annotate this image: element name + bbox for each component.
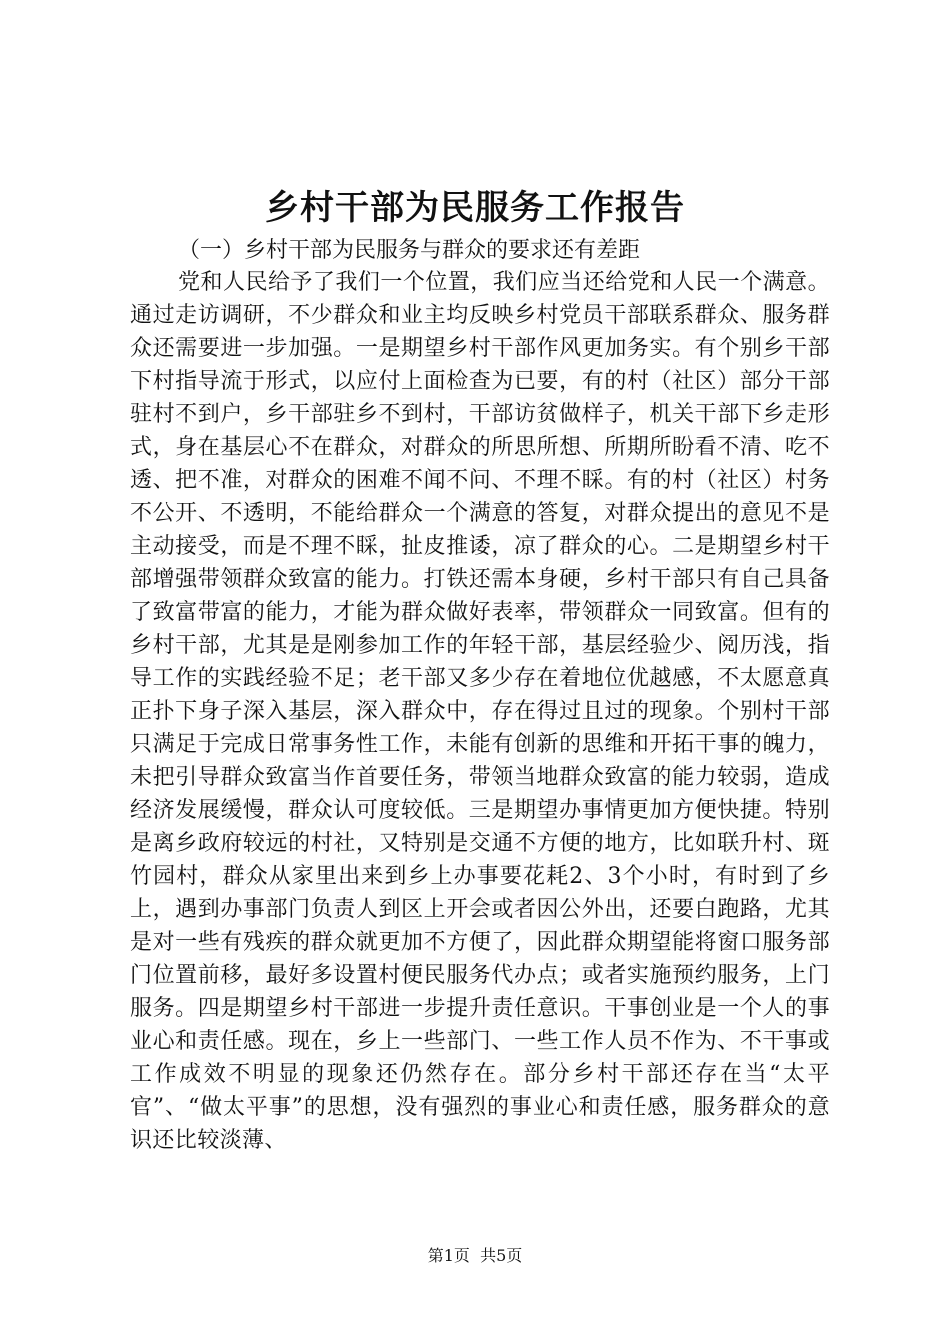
section-heading: （一）乡村干部为民服务与群众的要求还有差距 — [178, 238, 641, 263]
page-footer: 第1页 共5页 — [427, 1246, 523, 1265]
body-paragraph: 党和人民给予了我们一个位置，我们应当还给党和人民一个满意。通过走访调研，不少群众和业主均反映乡村党员干部联系群众、服务群众还需要进一步加强。一是期望乡村干部作风更加务实。有个别乡干部下村指导流于形式，以应付上面检查为已要，有的村（社区）部分干部驻村不到户，乡干部驻乡不到村，干部访贫做样子，机关干部下乡走形式，身在基层心不在群众，对群众的所思所想、所期所盼看不清、吃不透、把不准，对群众的困难不闻不问、不理不睬。有的村（社区）村务不公开、不透明，不能给群众一个满意的答复，对群众提出的意见不是主动接受，而是不理不睬，扯皮推诿，凉了群众的心。二是期望乡村干部增强带领群众致富的能力。打铁还需本身硬，乡村干部只有自己具备了致富带富的能力，才能为群众做好表率，带领群众一同致富。但有的乡村干部，尤其是是刚参加工作的年轻干部，基层经验少、阅历浅，指导工作的实践经验不足；老干部又多少存在着地位优越感，不太愿意真正扑下身子深入基层，深入群众中，存在得过且过的现象。个别村干部只满足于完成日常事务性工作，未能有创新的思维和开拓干事的魄力，未把引导群众致富当作首要任务，带领当地群众致富的能力较弱，造成经济发展缓慢，群众认可度较低。三是期望办事情更加方便快捷。特别是离乡政府较远的村社，又特别是交通不方便的地方，比如联升村、斑竹园村，群众从家里出来到乡上办事要花耗2、3个小时，有时到了乡上，遇到办事部门负责人到区上开会或者因公外出，还要白跑路，尤其是对一些有残疾的群众就更加不方便了，因此群众期望能将窗口服务部门位置前移，最好多设置村便民服务代办点；或者实施预约服务，上门服务。四是期望乡村干部进一步提升责任意识。干事创业是一个人的事业心和责任感。现在，乡上一些部门、一些工作人员不作为、不干事或工作成效不明显的现象还仍然存在。部分乡村干部还存在当“太平官”、“做太平事”的思想，没有强烈的事业心和责任感，服务群众的意识还比较淡薄、 — [130, 270, 830, 1153]
document-title: 乡村干部为民服务工作报告 — [265, 188, 685, 228]
